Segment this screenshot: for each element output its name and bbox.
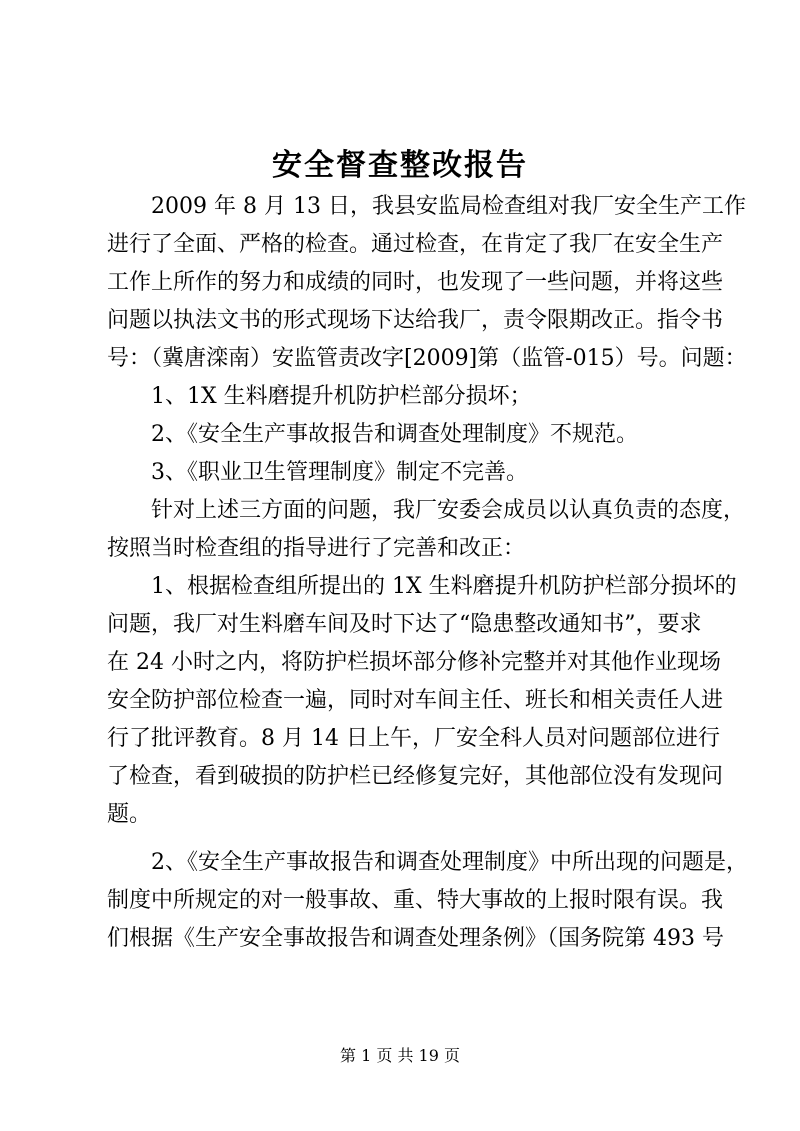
paragraph-line: 针对上述三方面的问题，我厂安委会成员以认真负责的态度， [151,498,746,523]
paragraph-line: 问题以执法文书的形式现场下达给我厂，责令限期改正。指令书 [107,308,724,333]
paragraph-line: 进行了全面、严格的检查。通过检查，在肯定了我厂在安全生产 [107,232,724,257]
list-item: 1、1X 生料磨提升机防护栏部分损坏； [151,384,532,409]
paragraph-line: 了检查，看到破损的防护栏已经修复完好，其他部位没有发现问 [107,764,724,789]
list-item: 2、《安全生产事故报告和调查处理制度》不规范。 [151,422,638,447]
paragraph-line: 行了批评教育。8 月 14 日上午，厂安全科人员对问题部位进行 [107,726,720,751]
paragraph-line: 按照当时检查组的指导进行了完善和改正： [107,536,526,561]
paragraph-line: 工作上所作的努力和成绩的同时，也发现了一些问题，并将这些 [107,270,724,295]
document-body [107,188,748,958]
paragraph-line: 号：（冀唐滦南）安监管责改字[2009]第（监管-015）号。问题： [107,346,747,371]
paragraph-line: 题。 [107,802,152,827]
paragraph-line: 2、《安全生产事故报告和调查处理制度》中所出现的问题是， [151,850,748,875]
list-item: 3、《职业卫生管理制度》制定不完善。 [151,460,528,485]
paragraph-line: 在 24 小时之内，将防护栏损坏部分修补完整并对其他作业现场 [107,650,721,675]
paragraph-line: 2009 年 8 月 13 日，我县安监局检查组对我厂安全生产工作 [151,194,746,219]
paragraph-line: 们根据《生产安全事故报告和调查处理条例》（国务院第 493 号 [107,926,724,951]
page-footer: 第 1 页 共 19 页 [340,1046,460,1065]
paragraph-line: 安全防护部位检查一遍，同时对车间主任、班长和相关责任人进 [107,688,724,713]
document-title: 安全督查整改报告 [272,148,528,183]
paragraph-line: 制度中所规定的对一般事故、重、特大事故的上报时限有误。我 [107,888,724,913]
paragraph-line: 问题，我厂对生料磨车间及时下达了“隐患整改通知书”，要求 [107,612,702,637]
paragraph-line: 1、根据检查组所提出的 1X 生料磨提升机防护栏部分损坏的 [151,574,737,599]
